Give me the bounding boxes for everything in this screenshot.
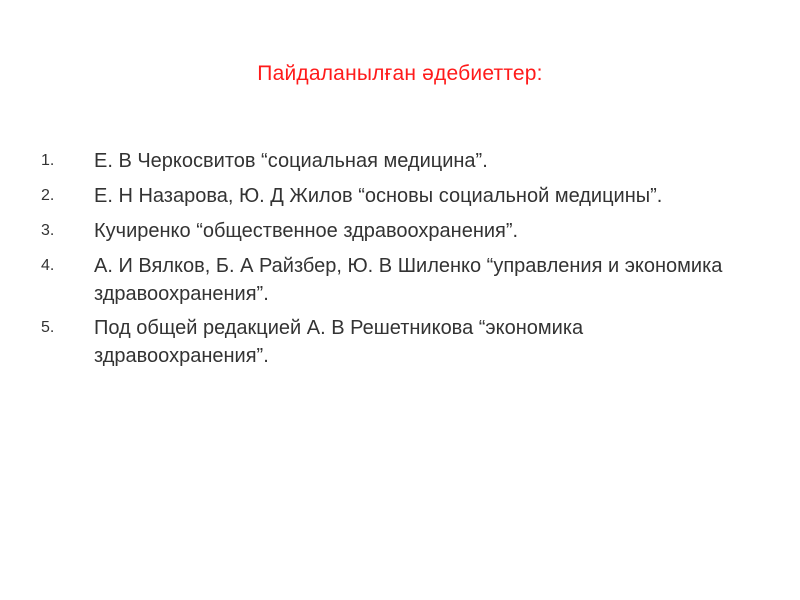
list-item-number: 5. bbox=[41, 319, 55, 336]
list-item-number: 3. bbox=[41, 222, 55, 239]
list-item-text: Е. В Черкосвитов “социальная медицина”. bbox=[94, 150, 488, 172]
list-item-number: 4. bbox=[41, 257, 55, 274]
list-item-text: А. И Вялков, Б. А Райзбер, Ю. В Шиленко “управления и экономика здравоохранения”. bbox=[94, 255, 723, 305]
list-item bbox=[40, 181, 760, 211]
references-list bbox=[40, 146, 760, 375]
list-item-text: Под общей редакцией А. В Решетникова “экономика здравоохранения”. bbox=[94, 317, 584, 367]
list-item-number: 2. bbox=[41, 187, 55, 204]
list-item bbox=[40, 216, 760, 246]
list-item-text: Кучиренко “общественное здравоохранения”. bbox=[94, 220, 519, 242]
list-item bbox=[40, 146, 760, 176]
list-item bbox=[40, 313, 760, 370]
list-item-text: Е. Н Назарова, Ю. Д Жилов “основы социальной медицины”. bbox=[94, 185, 663, 207]
list-item-number: 1. bbox=[41, 152, 55, 169]
list-item bbox=[40, 251, 760, 308]
slide-title: Пайдаланылған әдебиеттер: bbox=[257, 62, 543, 85]
